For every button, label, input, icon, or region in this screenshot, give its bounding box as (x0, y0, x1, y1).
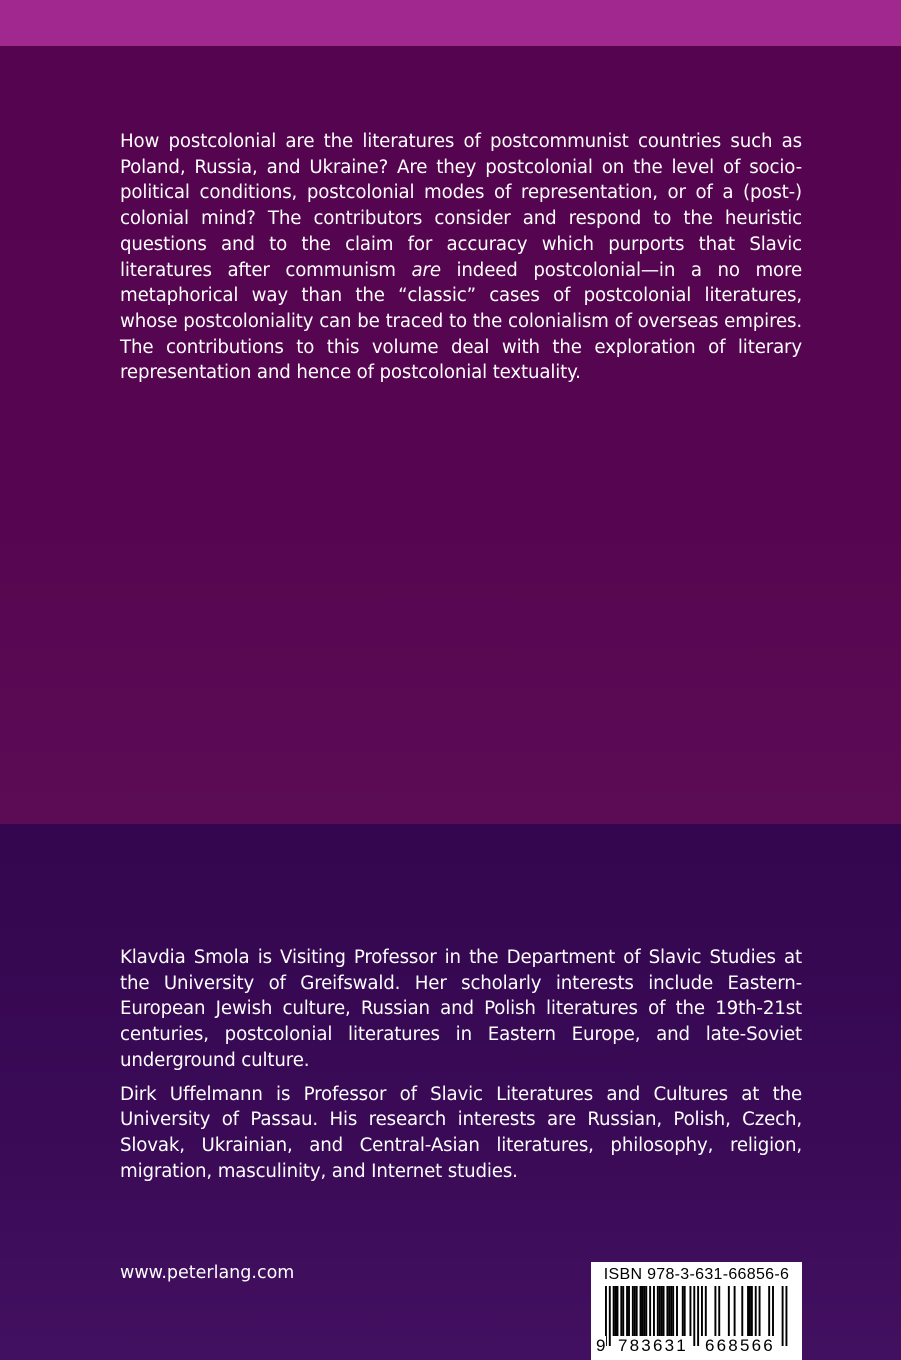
description-text-part-1: How postcolonial are the literatures of postcommunist countries such as Poland, Russia, and Ukraine? Are they postcolonial on the level of socio-political conditions, postcolonial modes of representation, or of a (post-) colonial mind? The contributors consider and respond to the heuristic questions and to the claim for accuracy which purports that Slavic literatures after communism (120, 131, 802, 281)
barcode-bar (734, 1286, 736, 1336)
publisher-website[interactable]: www.peterlang.com (120, 1263, 295, 1283)
barcode-bar (659, 1286, 661, 1336)
barcode-bar (755, 1286, 757, 1336)
barcode-bar (634, 1286, 636, 1336)
barcode-bar (682, 1286, 684, 1336)
isbn-barcode (591, 1262, 802, 1360)
barcode-bar (747, 1286, 749, 1336)
barcode-bar (636, 1286, 638, 1336)
barcode-bar (759, 1286, 761, 1336)
barcode-bar (684, 1286, 686, 1336)
barcode-bar (628, 1286, 630, 1336)
barcode-bar (741, 1286, 743, 1336)
bio-smola: Klavdia Smola is Visiting Professor in the Department of Slavic Studies at the University of Greifswald. Her scholarly interests include Eastern-European Jewish culture, Russian and Polish literatures of the 19th-21st centuries, postcolonial literatures in Eastern Europe, and late-Soviet underground culture. (120, 947, 802, 1071)
barcode-bar (657, 1286, 659, 1336)
barcode-bar (617, 1286, 619, 1336)
barcode-bar (615, 1286, 617, 1336)
barcode-right-group: 668566 (705, 1336, 775, 1355)
barcode-bar (626, 1286, 628, 1336)
barcode-bar (643, 1286, 645, 1336)
barcode-bar (676, 1286, 678, 1336)
barcode-bar (672, 1286, 674, 1336)
barcode-bar (772, 1286, 774, 1336)
barcode-bar (751, 1286, 753, 1336)
bio-uffelmann: Dirk Uffelmann is Professor of Slavic Literatures and Cultures at the University of Passau. His research interests are Russian, Polish, Czech, Slovak, Ukrainian, and Central-Asian literatures, philosophy, religion, migration, masculinity, and Internet studies. (120, 1083, 802, 1182)
barcode-bar (622, 1286, 624, 1336)
book-description (120, 129, 802, 386)
barcode-bar (749, 1286, 751, 1336)
barcode-bar (653, 1286, 655, 1336)
barcode-bar (701, 1286, 703, 1336)
barcode-bar (768, 1286, 770, 1336)
barcode-bar (620, 1286, 622, 1336)
description-text-part-2: indeed postcolonial—in a no more metaphorical way than the “classic” cases of postcolonial literatures, whose postcoloniality can be traced to the colonialism of overseas empires. The contributions to this volume deal with the exploration of literary representation and hence of postcolonial textuality. (120, 259, 802, 384)
author-bios (120, 945, 802, 1192)
barcode-bar (661, 1286, 663, 1336)
barcode-bar (705, 1286, 707, 1336)
barcode-bar (668, 1286, 670, 1336)
barcode-bar (649, 1286, 651, 1336)
barcode-bar (718, 1286, 720, 1336)
barcode-bar (640, 1286, 642, 1336)
barcode-bar (613, 1286, 615, 1336)
barcode-bar (689, 1286, 691, 1336)
barcode-bar (728, 1286, 730, 1336)
barcode-bar (641, 1286, 643, 1336)
barcode-lead-digit: 9 (596, 1336, 606, 1355)
barcode-left-group: 783631 (618, 1336, 688, 1355)
barcode-bar (645, 1286, 647, 1336)
description-emphasis: are (411, 259, 441, 281)
barcode-bar (666, 1286, 668, 1336)
barcode-bar (632, 1286, 634, 1336)
top-color-band (0, 0, 901, 46)
barcode-bar (670, 1286, 672, 1336)
barcode-digits (591, 1336, 802, 1360)
barcode-bar (663, 1286, 665, 1336)
isbn-label: ISBN 978-3-631-66856-6 (603, 1266, 790, 1283)
barcode-bar (714, 1286, 716, 1336)
